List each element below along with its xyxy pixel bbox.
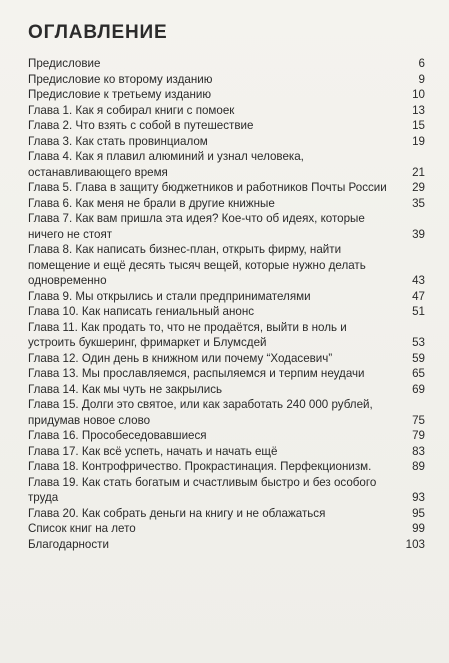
toc-entry-title: Глава 4. Как я плавил алюминий и узнал человека, останавливающего время	[28, 150, 304, 179]
toc-entry	[28, 180, 425, 196]
toc-entry-page-number: 53	[412, 336, 425, 349]
toc-entry	[28, 196, 425, 212]
toc-entry-page-number: 89	[412, 460, 425, 473]
toc-entry-page-number: 83	[412, 444, 425, 458]
toc-entry-page-number: 47	[412, 289, 425, 303]
toc-entry-title: Глава 15. Долги это святое, или как заработать 240 000 рублей, придумав новое слово	[28, 398, 373, 427]
toc-entry-page-number: 43	[412, 274, 425, 287]
toc-entry-page-number: 13	[412, 103, 425, 117]
toc-entry	[28, 506, 425, 522]
toc-entry-page-number: 10	[412, 88, 425, 101]
toc-entry-page-number: 9	[418, 72, 425, 86]
toc-entry-title: Глава 12. Один день в книжном или почему “Ходасевич”	[28, 351, 333, 365]
toc-entry-title: Предисловие ко второму изданию	[28, 72, 213, 86]
toc-entry-page-number: 6	[418, 57, 425, 70]
toc-entry-title: Предисловие к третьему изданию	[28, 88, 212, 101]
toc-entry	[28, 366, 425, 382]
toc-entry-title: Благодарности	[28, 537, 109, 551]
toc-entry-page-number: 79	[412, 429, 425, 442]
toc-entry	[28, 118, 425, 134]
toc-entry	[28, 459, 425, 475]
toc-entry	[28, 87, 425, 103]
toc-entry-page-number: 69	[412, 382, 425, 396]
toc-entry	[28, 397, 425, 428]
toc-entry-title: Глава 17. Как всё успеть, начать и начать ещё	[28, 444, 278, 458]
toc-entry	[28, 72, 425, 88]
toc-entry-title: Глава 16. Прособеседовавшиеся	[28, 429, 207, 442]
toc-entry-title: Глава 3. Как стать провинциалом	[28, 134, 208, 148]
toc-entry-title: Глава 1. Как я собирал книги с помоек	[28, 103, 235, 117]
toc-entry-page-number: 19	[412, 134, 425, 148]
toc-entry	[28, 475, 425, 506]
toc-entry	[28, 149, 425, 180]
toc-entry	[28, 521, 425, 537]
toc-entry-title: Глава 2. Что взять с собой в путешествие	[28, 119, 254, 132]
toc-entry-title: Глава 5. Глава в защиту бюджетников и работников Почты России	[28, 181, 387, 194]
toc-entry-page-number: 51	[412, 305, 425, 318]
toc-entry	[28, 428, 425, 444]
toc-entry	[28, 537, 425, 553]
toc-entry-title: Глава 20. Как собрать деньги на книгу и не облажаться	[28, 506, 326, 520]
toc-entry	[28, 211, 425, 242]
toc-entry	[28, 242, 425, 289]
toc-entry	[28, 351, 425, 367]
toc-entry-title: Глава 6. Как меня не брали в другие книжные	[28, 196, 275, 210]
toc-entry-title: Глава 8. Как написать бизнес-план, открыть фирму, найти помещение и ещё десять тысяч вещей, которые нужно делать одновременно	[28, 243, 366, 287]
toc-entry-title: Глава 18. Контрофричество. Прокрастинация. Перфекционизм.	[28, 460, 372, 473]
toc-entry-page-number: 29	[412, 181, 425, 194]
toc-entry-page-number: 93	[412, 491, 425, 504]
toc-entry-title: Предисловие	[28, 57, 101, 70]
toc-entry-title: Глава 9. Мы открылись и стали предпринимателями	[28, 289, 311, 303]
toc-entry-page-number: 99	[412, 522, 425, 535]
toc-entry	[28, 320, 425, 351]
toc-entry	[28, 103, 425, 119]
toc-entry-title: Глава 13. Мы прославляемся, распыляемся и терпим неудачи	[28, 367, 365, 380]
toc-entry-page-number: 95	[412, 506, 425, 520]
toc-entry-title: Глава 10. Как написать гениальный анонс	[28, 305, 255, 318]
toc-entry	[28, 444, 425, 460]
toc-entry-page-number: 65	[412, 367, 425, 380]
toc-entry	[28, 382, 425, 398]
toc-entry-title: Глава 7. Как вам пришла эта идея? Кое-что об идеях, которые ничего не стоят	[28, 212, 365, 241]
page-title: ОГЛАВЛЕНИЕ	[28, 22, 168, 43]
toc-entry	[28, 304, 425, 320]
toc-entry-page-number: 35	[412, 196, 425, 210]
toc-entry	[28, 56, 425, 72]
toc-entry-page-number: 103	[405, 537, 425, 551]
toc-entry-page-number: 59	[412, 351, 425, 365]
toc-entry	[28, 289, 425, 305]
toc-entry-title: Глава 11. Как продать то, что не продаётся, выйти в ноль и устроить букшеринг, фримаркет и Блумсдей	[28, 320, 347, 349]
toc-entry-page-number: 75	[412, 413, 425, 427]
toc-entry-title: Список книг на лето	[28, 522, 136, 535]
toc-entry-title: Глава 14. Как мы чуть не закрылись	[28, 382, 223, 396]
toc-entry-title: Глава 19. Как стать богатым и счастливым быстро и без особого труда	[28, 475, 377, 504]
toc-entry-page-number: 21	[412, 165, 425, 179]
toc-entry	[28, 134, 425, 150]
toc-entry-page-number: 39	[412, 227, 425, 241]
table-of-contents	[28, 56, 425, 552]
toc-entry-page-number: 15	[412, 119, 425, 132]
